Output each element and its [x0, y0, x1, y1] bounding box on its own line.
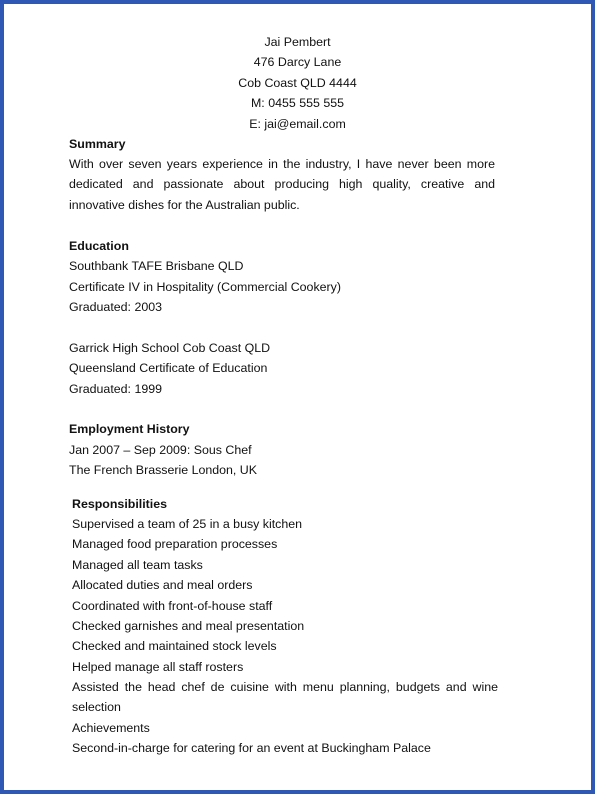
contact-street: 476 Darcy Lane [253, 55, 342, 69]
education-graduated: Graduated: 1999 [69, 382, 163, 396]
contact-name: Jai Pembert [264, 35, 331, 49]
employment-heading: Employment History [69, 422, 190, 436]
education-graduated: Graduated: 2003 [69, 300, 163, 314]
education-qualification: Certificate IV in Hospitality (Commercial Cookery) [69, 280, 341, 294]
achievement-item: Second-in-charge for catering for an event at Buckingham Palace [72, 741, 431, 755]
employment-employer: The French Brasserie London, UK [69, 463, 258, 477]
responsibility-item: Managed food preparation processes [72, 537, 278, 551]
responsibility-item: Supervised a team of 25 in a busy kitchen [72, 517, 303, 531]
responsibility-item: Checked garnishes and meal presentation [72, 619, 305, 633]
employment-period-role: Jan 2007 – Sep 2009: Sous Chef [69, 443, 252, 457]
education-heading: Education [69, 239, 129, 253]
achievements-heading: Achievements [72, 721, 150, 735]
education-qualification: Queensland Certificate of Education [69, 361, 268, 375]
contact-city: Cob Coast QLD 4444 [238, 76, 357, 90]
responsibility-item: Helped manage all staff rosters [72, 660, 244, 674]
education-institution: Southbank TAFE Brisbane QLD [69, 259, 244, 273]
summary-heading: Summary [69, 137, 126, 151]
summary-text: With over seven years experience in the industry, I have never been more dedicated and passionate about producing high quality, creative and innovative dishes for the Australian public. [69, 157, 495, 212]
responsibility-item: Allocated duties and meal orders [72, 578, 253, 592]
contact-mobile: M: 0455 555 555 [250, 96, 344, 110]
responsibility-item: Assisted the head chef de cuisine with menu planning, budgets and wine selection [72, 680, 498, 715]
contact-email: E: jai@email.com [249, 117, 346, 131]
responsibility-item: Managed all team tasks [72, 558, 203, 572]
responsibility-item: Checked and maintained stock levels [72, 639, 277, 653]
responsibility-item: Coordinated with front-of-house staff [72, 599, 273, 613]
responsibilities-heading: Responsibilities [72, 497, 168, 511]
education-institution: Garrick High School Cob Coast QLD [69, 341, 271, 355]
